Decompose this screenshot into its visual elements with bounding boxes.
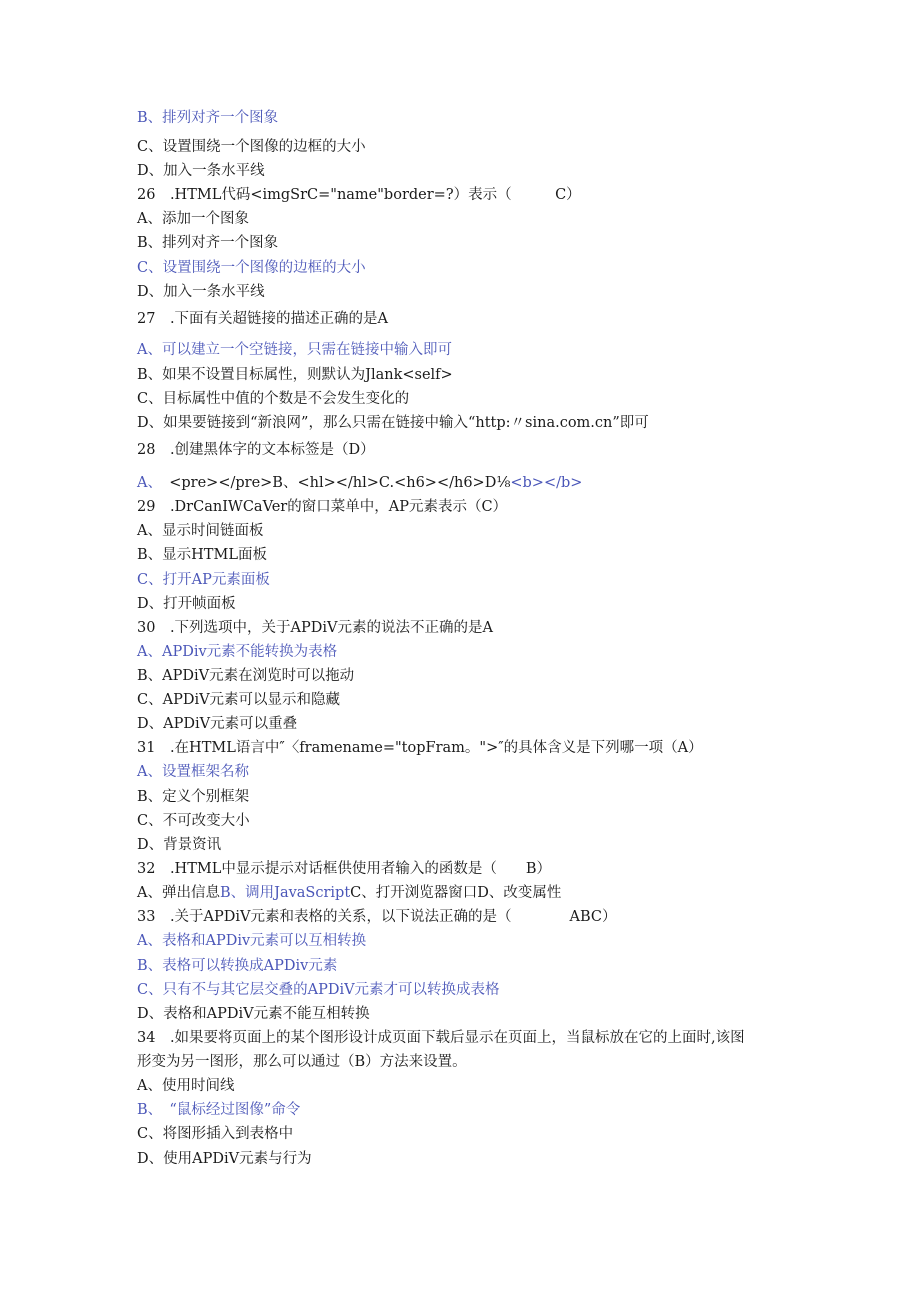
question-line: 28 .创建黑体字的文本标签是（D）: [137, 442, 375, 458]
option-line: D、表格和APDiV元素不能互相转换: [137, 1006, 370, 1022]
option-line: A、设置框架名称: [137, 764, 249, 780]
question-line: 34 .如果要将页面上的某个图形设计成页面下载后显示在页面上，当鼠标放在它的上面时,该图: [137, 1030, 745, 1046]
option-line: B、定义个别框架: [137, 789, 250, 805]
option-text: A、弹出信息: [137, 885, 220, 901]
option-line: D、加入一条水平线: [137, 284, 265, 300]
option-line: B、 “鼠标经过图像”命令: [137, 1102, 301, 1118]
option-line: B、排列对齐一个图象: [137, 235, 279, 251]
option-line: A、添加一个图象: [137, 211, 249, 227]
option-line: C、打开AP元素面板: [137, 572, 270, 588]
option-text: <pre></pre>B、<hl></hl>C.<h6></h6>D⅛: [154, 475, 511, 491]
question-line: 26 .HTML代码<imgSrC="name"border=?）表示（ C）: [137, 187, 581, 203]
question-line: 32 .HTML中显示提示对话框供使用者输入的函数是（ B）: [137, 861, 552, 877]
option-line: A、显示时间链面板: [137, 523, 264, 539]
option-line: B、如果不设置目标属性，则默认为Jlank<self>: [137, 367, 453, 383]
option-line: [137, 884, 561, 902]
option-line: D、加入一条水平线: [137, 163, 265, 179]
option-line: C、设置围绕一个图像的边框的大小: [137, 139, 366, 155]
option-line: B、APDiV元素在浏览时可以拖动: [137, 668, 355, 684]
question-line: 33 .关于APDiV元素和表格的关系，以下说法正确的是（ ABC）: [137, 909, 617, 925]
option-line: D、背景资讯: [137, 837, 222, 853]
option-line: B、表格可以转换成APDiv元素: [137, 958, 338, 974]
option-line: C、目标属性中值的个数是不会发生变化的: [137, 391, 410, 407]
option-line: C、APDiV元素可以显示和隐藏: [137, 692, 341, 708]
option-text: <b></b>: [510, 475, 583, 491]
option-line: D、APDiV元素可以重叠: [137, 716, 298, 732]
option-line: C、只有不与其它层交叠的APDiV元素才可以转换成表格: [137, 982, 500, 998]
option-line: B、显示HTML面板: [137, 547, 267, 563]
question-line: 27 .下面有关超链接的描述正确的是A: [137, 311, 389, 327]
option-line: A、可以建立一个空链接，只需在链接中输入即可: [137, 342, 452, 358]
option-line: D、如果要链接到“新浪网”，那么只需在链接中输入“http:〃sina.com.cn”即可: [137, 415, 649, 431]
option-line: C、不可改变大小: [137, 813, 250, 829]
option-line: A、APDiv元素不能转换为表格: [137, 644, 338, 660]
option-line: D、打开帧面板: [137, 596, 236, 612]
option-text: B、调用JavaScript: [219, 885, 351, 901]
option-text: C、打开浏览器窗口D、改变属性: [350, 885, 562, 901]
option-line: A、表格和APDiv元素可以互相转换: [137, 933, 367, 949]
question-line: 30 .下列选项中，关于APDiV元素的说法不正确的是A: [137, 620, 493, 636]
question-line: 形变为另一图形，那么可以通过（B）方法来设置。: [137, 1054, 467, 1070]
option-prefix: A、: [137, 475, 155, 491]
option-line: A、使用时间线: [137, 1078, 235, 1094]
option-line: C、设置围绕一个图像的边框的大小: [137, 260, 366, 276]
option-line: C、将图形插入到表格中: [137, 1126, 294, 1142]
question-line: 31 .在HTML语言中″〈framename="topFram。">″的具体含义是下列哪一项（A）: [137, 740, 703, 756]
question-line: 29 .DrCanIWCaVer的窗口菜单中，AP元素表示（C）: [137, 499, 508, 515]
option-line: D、使用APDiV元素与行为: [137, 1151, 312, 1167]
option-line: B、排列对齐一个图象: [137, 110, 279, 126]
option-line: [137, 474, 582, 492]
